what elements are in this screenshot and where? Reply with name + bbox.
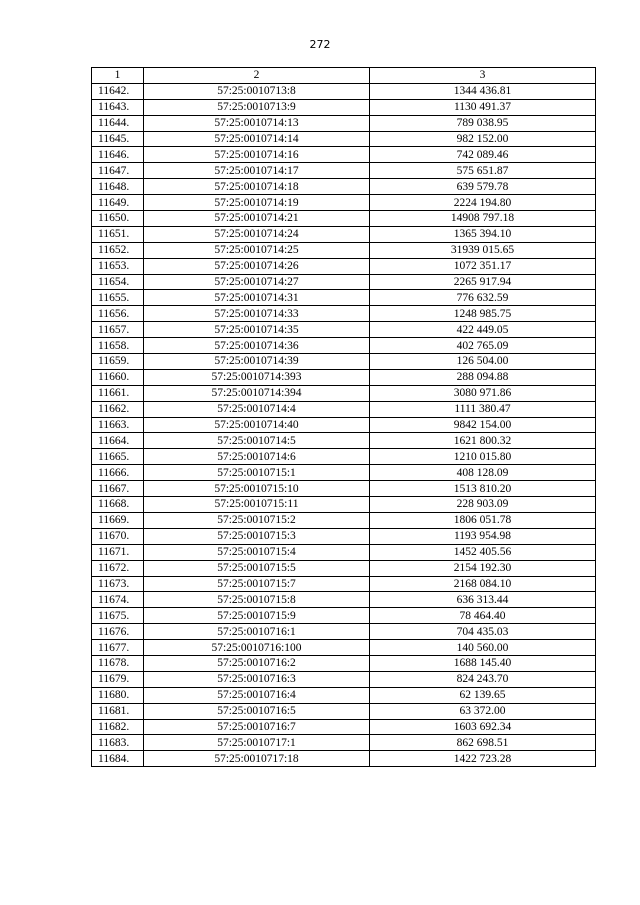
value-cell: 1621 800.32 — [370, 433, 596, 449]
row-number-cell: 11664. — [92, 433, 144, 449]
table-row — [92, 179, 596, 195]
row-number-cell: 11656. — [92, 306, 144, 322]
cadastral-number-cell: 57:25:0010714:13 — [144, 115, 370, 131]
cadastral-number-cell: 57:25:0010714:6 — [144, 449, 370, 465]
row-number-cell: 11657. — [92, 322, 144, 338]
value-cell: 1365 394.10 — [370, 226, 596, 242]
value-cell: 575 651.87 — [370, 163, 596, 179]
row-number-cell: 11679. — [92, 671, 144, 687]
row-number-cell: 11677. — [92, 640, 144, 656]
row-number-cell: 11674. — [92, 592, 144, 608]
row-number-cell: 11661. — [92, 385, 144, 401]
cadastral-number-cell: 57:25:0010714:36 — [144, 338, 370, 354]
table-row — [92, 528, 596, 544]
row-number-cell: 11680. — [92, 687, 144, 703]
value-cell: 1513 810.20 — [370, 481, 596, 497]
value-cell: 408 128.09 — [370, 465, 596, 481]
cadastral-value-table — [91, 67, 596, 767]
cadastral-number-cell: 57:25:0010716:5 — [144, 703, 370, 719]
value-cell: 1248 985.75 — [370, 306, 596, 322]
value-cell: 402 765.09 — [370, 338, 596, 354]
value-cell: 1111 380.47 — [370, 401, 596, 417]
row-number-cell: 11673. — [92, 576, 144, 592]
row-number-cell: 11681. — [92, 703, 144, 719]
row-number-cell: 11655. — [92, 290, 144, 306]
table-row — [92, 354, 596, 370]
row-number-cell: 11650. — [92, 211, 144, 227]
row-number-cell: 11660. — [92, 369, 144, 385]
value-cell: 1452 405.56 — [370, 544, 596, 560]
cadastral-number-cell: 57:25:0010716:1 — [144, 624, 370, 640]
value-cell: 62 139.65 — [370, 687, 596, 703]
value-cell: 982 152.00 — [370, 131, 596, 147]
cadastral-number-cell: 57:25:0010716:7 — [144, 719, 370, 735]
cadastral-number-cell: 57:25:0010714:394 — [144, 385, 370, 401]
cadastral-number-cell: 57:25:0010714:39 — [144, 354, 370, 370]
value-cell: 2224 194.80 — [370, 195, 596, 211]
table-row — [92, 497, 596, 513]
row-number-cell: 11652. — [92, 242, 144, 258]
value-cell: 1130 491.37 — [370, 99, 596, 115]
cadastral-number-cell: 57:25:0010714:35 — [144, 322, 370, 338]
table-row — [92, 226, 596, 242]
table-row — [92, 576, 596, 592]
cadastral-number-cell: 57:25:0010714:393 — [144, 369, 370, 385]
table-row — [92, 655, 596, 671]
table-row — [92, 274, 596, 290]
table-row — [92, 449, 596, 465]
value-cell: 140 560.00 — [370, 640, 596, 656]
cadastral-number-cell: 57:25:0010714:21 — [144, 211, 370, 227]
row-number-cell: 11662. — [92, 401, 144, 417]
row-number-cell: 11643. — [92, 99, 144, 115]
cadastral-number-cell: 57:25:0010715:11 — [144, 497, 370, 513]
table-row — [92, 306, 596, 322]
cadastral-number-cell: 57:25:0010716:4 — [144, 687, 370, 703]
row-number-cell: 11682. — [92, 719, 144, 735]
cadastral-number-cell: 57:25:0010715:2 — [144, 512, 370, 528]
cadastral-number-cell: 57:25:0010714:31 — [144, 290, 370, 306]
table-row — [92, 131, 596, 147]
cadastral-number-cell: 57:25:0010714:17 — [144, 163, 370, 179]
value-cell: 636 313.44 — [370, 592, 596, 608]
value-cell: 2265 917.94 — [370, 274, 596, 290]
cadastral-number-cell: 57:25:0010715:1 — [144, 465, 370, 481]
cadastral-number-cell: 57:25:0010714:26 — [144, 258, 370, 274]
table-row — [92, 640, 596, 656]
table-row — [92, 687, 596, 703]
value-cell: 228 903.09 — [370, 497, 596, 513]
table-row — [92, 338, 596, 354]
row-number-cell: 11654. — [92, 274, 144, 290]
table-row — [92, 290, 596, 306]
column-header-cadastral-number: 2 — [144, 68, 370, 84]
row-number-cell: 11663. — [92, 417, 144, 433]
cadastral-number-cell: 57:25:0010714:18 — [144, 179, 370, 195]
cadastral-number-cell: 57:25:0010717:18 — [144, 751, 370, 767]
row-number-cell: 11678. — [92, 655, 144, 671]
row-number-cell: 11672. — [92, 560, 144, 576]
cadastral-number-cell: 57:25:0010714:24 — [144, 226, 370, 242]
cadastral-number-cell: 57:25:0010714:4 — [144, 401, 370, 417]
cadastral-number-cell: 57:25:0010714:14 — [144, 131, 370, 147]
cadastral-number-cell: 57:25:0010714:33 — [144, 306, 370, 322]
value-cell: 776 632.59 — [370, 290, 596, 306]
table-row — [92, 163, 596, 179]
value-cell: 1344 436.81 — [370, 83, 596, 99]
table-row — [92, 83, 596, 99]
row-number-cell: 11658. — [92, 338, 144, 354]
cadastral-number-cell: 57:25:0010714:5 — [144, 433, 370, 449]
value-cell: 9842 154.00 — [370, 417, 596, 433]
value-cell: 2168 084.10 — [370, 576, 596, 592]
cadastral-number-cell: 57:25:0010714:27 — [144, 274, 370, 290]
column-header-number: 1 — [92, 68, 144, 84]
table-row — [92, 242, 596, 258]
table-header-row — [92, 68, 596, 84]
value-cell: 824 243.70 — [370, 671, 596, 687]
table-row — [92, 147, 596, 163]
value-cell: 31939 015.65 — [370, 242, 596, 258]
cadastral-number-cell: 57:25:0010715:3 — [144, 528, 370, 544]
value-cell: 126 504.00 — [370, 354, 596, 370]
value-cell: 1072 351.17 — [370, 258, 596, 274]
table-row — [92, 671, 596, 687]
cadastral-number-cell: 57:25:0010714:16 — [144, 147, 370, 163]
table-row — [92, 481, 596, 497]
table-row — [92, 417, 596, 433]
row-number-cell: 11668. — [92, 497, 144, 513]
row-number-cell: 11669. — [92, 512, 144, 528]
row-number-cell: 11646. — [92, 147, 144, 163]
value-cell: 422 449.05 — [370, 322, 596, 338]
row-number-cell: 11683. — [92, 735, 144, 751]
value-cell: 704 435.03 — [370, 624, 596, 640]
row-number-cell: 11651. — [92, 226, 144, 242]
cadastral-number-cell: 57:25:0010715:10 — [144, 481, 370, 497]
cadastral-number-cell: 57:25:0010714:25 — [144, 242, 370, 258]
table-row — [92, 544, 596, 560]
row-number-cell: 11670. — [92, 528, 144, 544]
page-number: 272 — [309, 38, 331, 51]
row-number-cell: 11676. — [92, 624, 144, 640]
cadastral-number-cell: 57:25:0010717:1 — [144, 735, 370, 751]
cadastral-number-cell: 57:25:0010715:8 — [144, 592, 370, 608]
table-row — [92, 369, 596, 385]
row-number-cell: 11645. — [92, 131, 144, 147]
value-cell: 1210 015.80 — [370, 449, 596, 465]
value-cell: 1422 723.28 — [370, 751, 596, 767]
cadastral-number-cell: 57:25:0010713:9 — [144, 99, 370, 115]
cadastral-number-cell: 57:25:0010714:19 — [144, 195, 370, 211]
cadastral-number-cell: 57:25:0010716:2 — [144, 655, 370, 671]
cadastral-number-cell: 57:25:0010715:5 — [144, 560, 370, 576]
value-cell: 2154 192.30 — [370, 560, 596, 576]
value-cell: 639 579.78 — [370, 179, 596, 195]
table-row — [92, 465, 596, 481]
table-row — [92, 592, 596, 608]
row-number-cell: 11647. — [92, 163, 144, 179]
table-row — [92, 624, 596, 640]
column-header-value: 3 — [370, 68, 596, 84]
table-row — [92, 385, 596, 401]
row-number-cell: 11667. — [92, 481, 144, 497]
value-cell: 1806 051.78 — [370, 512, 596, 528]
table-row — [92, 211, 596, 227]
table-row — [92, 433, 596, 449]
cadastral-number-cell: 57:25:0010714:40 — [144, 417, 370, 433]
value-cell: 1688 145.40 — [370, 655, 596, 671]
table-row — [92, 703, 596, 719]
value-cell: 288 094.88 — [370, 369, 596, 385]
table-row — [92, 99, 596, 115]
row-number-cell: 11684. — [92, 751, 144, 767]
cadastral-number-cell: 57:25:0010715:4 — [144, 544, 370, 560]
value-cell: 789 038.95 — [370, 115, 596, 131]
row-number-cell: 11666. — [92, 465, 144, 481]
cadastral-number-cell: 57:25:0010716:3 — [144, 671, 370, 687]
table-row — [92, 115, 596, 131]
cadastral-number-cell: 57:25:0010716:100 — [144, 640, 370, 656]
value-cell: 14908 797.18 — [370, 211, 596, 227]
row-number-cell: 11644. — [92, 115, 144, 131]
value-cell: 78 464.40 — [370, 608, 596, 624]
cadastral-number-cell: 57:25:0010715:9 — [144, 608, 370, 624]
table-row — [92, 751, 596, 767]
row-number-cell: 11649. — [92, 195, 144, 211]
value-cell: 742 089.46 — [370, 147, 596, 163]
row-number-cell: 11653. — [92, 258, 144, 274]
value-cell: 1603 692.34 — [370, 719, 596, 735]
table-row — [92, 195, 596, 211]
row-number-cell: 11659. — [92, 354, 144, 370]
table-row — [92, 322, 596, 338]
row-number-cell: 11675. — [92, 608, 144, 624]
table-row — [92, 560, 596, 576]
row-number-cell: 11648. — [92, 179, 144, 195]
row-number-cell: 11642. — [92, 83, 144, 99]
table-row — [92, 258, 596, 274]
cadastral-number-cell: 57:25:0010713:8 — [144, 83, 370, 99]
table-row — [92, 608, 596, 624]
value-cell: 63 372.00 — [370, 703, 596, 719]
value-cell: 3080 971.86 — [370, 385, 596, 401]
row-number-cell: 11671. — [92, 544, 144, 560]
table-row — [92, 719, 596, 735]
row-number-cell: 11665. — [92, 449, 144, 465]
table-row — [92, 512, 596, 528]
cadastral-number-cell: 57:25:0010715:7 — [144, 576, 370, 592]
table-row — [92, 401, 596, 417]
value-cell: 862 698.51 — [370, 735, 596, 751]
table-row — [92, 735, 596, 751]
value-cell: 1193 954.98 — [370, 528, 596, 544]
